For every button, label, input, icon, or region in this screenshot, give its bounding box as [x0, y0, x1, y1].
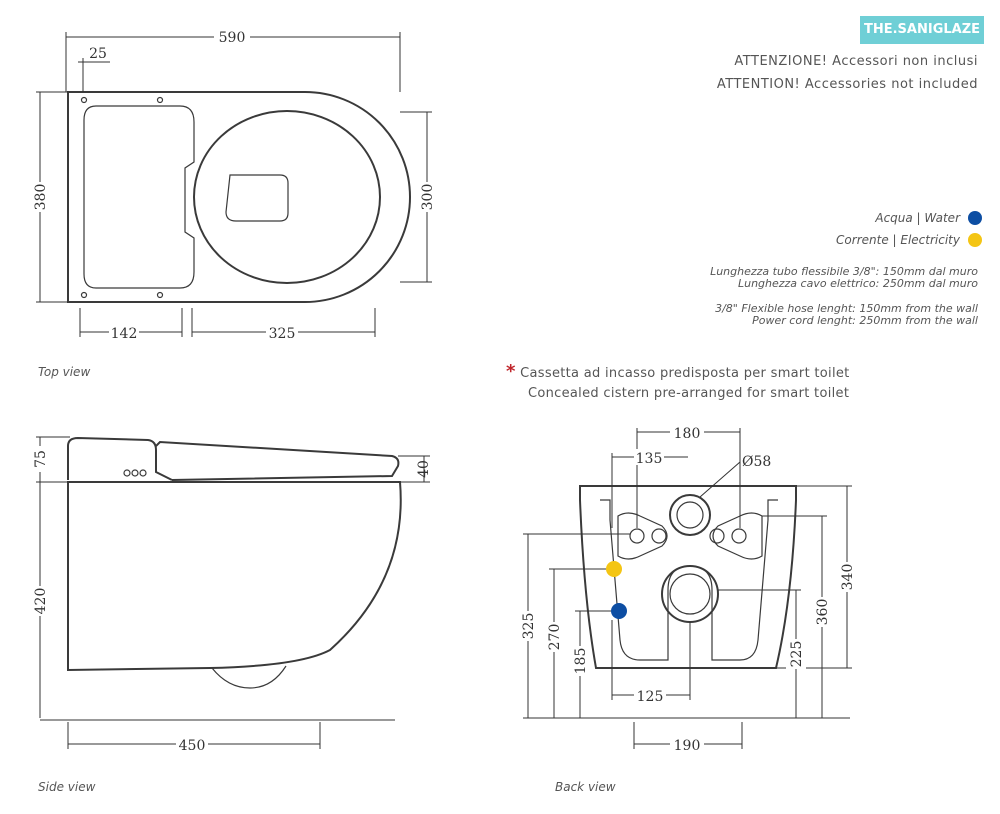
- cistern-note-it: Cassetta ad incasso predisposta per smart toilet: [520, 366, 850, 381]
- fixing-hole: [710, 529, 724, 543]
- warning-italian: ATTENZIONE! Accessori non inclusi: [734, 54, 978, 69]
- fixing-hole: [652, 529, 666, 543]
- leader-line: [700, 462, 740, 497]
- dim-300: 300: [420, 183, 436, 211]
- dim-325: 325: [268, 326, 296, 342]
- note-en-line1: 3/8" Flexible hose lenght: 150mm from the wall: [715, 302, 978, 315]
- side-view-drawing: [30, 437, 432, 754]
- caption-back-view: Back view: [555, 780, 616, 794]
- top-tank: [84, 106, 194, 288]
- warning-english: ATTENTION! Accessories not included: [716, 77, 978, 92]
- side-base: [212, 666, 286, 688]
- top-view-drawing: [30, 28, 437, 342]
- dim-360: 360: [815, 598, 831, 626]
- water-point: [611, 603, 627, 619]
- electricity-point: [606, 561, 622, 577]
- note-en-line2: Power cord lenght: 250mm from the wall: [752, 314, 978, 327]
- caption-top-view: Top view: [38, 365, 91, 379]
- note-it-line2: Lunghezza cavo elettrico: 250mm dal muro: [737, 277, 978, 290]
- back-inner-frame: [600, 500, 778, 660]
- dim-diameter: Ø58: [742, 454, 772, 470]
- side-body: [68, 482, 401, 670]
- dim-125: 125: [636, 689, 664, 705]
- fixing-hole: [732, 529, 746, 543]
- water-inlet-inner: [677, 502, 703, 528]
- dim-340: 340: [840, 563, 856, 591]
- right-bracket: [713, 513, 762, 559]
- top-bowl-inner: [226, 175, 288, 221]
- dim-142: 142: [110, 326, 138, 342]
- dim-270: 270: [547, 623, 563, 651]
- waste-outlet-inner: [670, 574, 710, 614]
- cistern-note-en: Concealed cistern pre-arranged for smart toilet: [528, 386, 850, 401]
- fixing-hole: [158, 293, 163, 298]
- fixing-hole: [82, 293, 87, 298]
- fixing-hole: [158, 98, 163, 103]
- brand-badge: THE.SANIGLAZE: [860, 16, 984, 44]
- asterisk-icon: *: [506, 361, 516, 382]
- side-seat: [156, 442, 398, 480]
- dim-225: 225: [789, 640, 805, 668]
- dim-75: 75: [33, 450, 49, 468]
- control-button: [132, 470, 138, 476]
- control-button: [140, 470, 146, 476]
- note-it-line1: Lunghezza tubo flessibile 3/8": 150mm dal muro: [710, 265, 978, 278]
- back-view-drawing: [518, 424, 857, 754]
- water-inlet: [670, 495, 710, 535]
- dim-590: 590: [218, 30, 246, 46]
- dim-420: 420: [33, 587, 49, 615]
- caption-side-view: Side view: [38, 780, 96, 794]
- left-bracket: [618, 513, 667, 559]
- top-bowl-rim: [194, 111, 380, 283]
- control-button: [124, 470, 130, 476]
- dim-190: 190: [673, 738, 701, 754]
- legend-electricity-label: Corrente | Electricity: [836, 233, 960, 247]
- dim-25: 25: [89, 46, 107, 62]
- dim-450: 450: [178, 738, 206, 754]
- fixing-hole: [82, 98, 87, 103]
- dim-185: 185: [573, 647, 589, 675]
- dim-380: 380: [33, 183, 49, 211]
- legend-water-label: Acqua | Water: [875, 211, 960, 225]
- dim-40: 40: [416, 460, 432, 478]
- dim-325b: 325: [521, 612, 537, 640]
- dim-180: 180: [673, 426, 701, 442]
- fixing-hole: [630, 529, 644, 543]
- dim-135: 135: [635, 451, 663, 467]
